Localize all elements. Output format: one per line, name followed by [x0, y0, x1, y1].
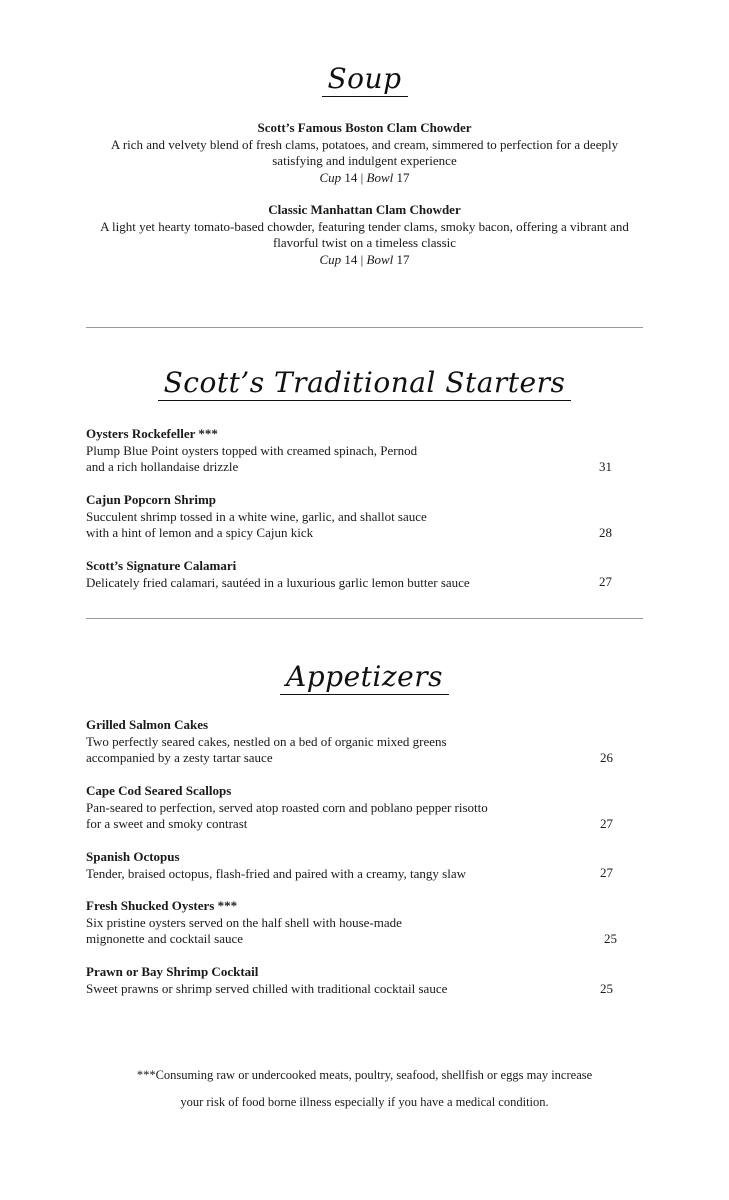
menu-item-spanish-octopus [86, 849, 626, 882]
soup-item-manhattan-chowder [100, 202, 629, 268]
item-name: Cajun Popcorn Shrimp [86, 492, 217, 507]
section-divider [86, 618, 643, 619]
item-price: 25 [604, 931, 617, 946]
appetizers-section-title: Appetizers [0, 660, 729, 695]
footnote-line: your risk of food borne illness especially if you have a medical condition. [180, 1095, 549, 1109]
menu-item-oysters-rockefeller [86, 426, 626, 476]
item-description: A light yet hearty tomato-based chowder, featuring tender clams, smoky bacon, offering a vibrant and flavorful twist on a timeless classic [100, 218, 629, 250]
menu-item-fresh-shucked-oysters [86, 898, 626, 948]
footnote-line: ***Consuming raw or undercooked meats, poultry, seafood, shellfish or eggs may increase [136, 1068, 593, 1082]
item-price: Cup 14 | Bowl 17 [319, 251, 410, 267]
starters-section-title: Scott’s Traditional Starters [0, 366, 729, 401]
item-name: Spanish Octopus [86, 849, 180, 864]
item-name: Prawn or Bay Shrimp Cocktail [86, 964, 259, 979]
section-divider [86, 327, 643, 328]
item-name: Oysters Rockefeller *** [86, 426, 218, 441]
health-advisory-footnote [0, 1062, 729, 1116]
item-description: Six pristine oysters served on the half shell with house-made mignonette and cocktail sauce [86, 914, 402, 946]
menu-item-prawn-shrimp-cocktail [86, 964, 626, 997]
item-name: Classic Manhattan Clam Chowder [268, 202, 461, 217]
item-description: Plump Blue Point oysters topped with creamed spinach, Pernod and a rich hollandaise drizzle [86, 442, 418, 474]
item-name: Scott’s Signature Calamari [86, 558, 237, 573]
menu-item-signature-calamari [86, 558, 626, 591]
item-price: 31 [599, 459, 612, 474]
menu-item-cajun-popcorn-shrimp [86, 492, 626, 542]
item-description: Pan-seared to perfection, served atop roasted corn and poblano pepper risotto for a sweet and smoky contrast [86, 799, 488, 831]
soup-item-boston-chowder [100, 120, 629, 186]
item-price: 27 [600, 816, 613, 831]
item-name: Cape Cod Seared Scallops [86, 783, 232, 798]
item-price: Cup 14 | Bowl 17 [319, 169, 410, 185]
item-description: Delicately fried calamari, sautéed in a luxurious garlic lemon butter sauce [86, 574, 470, 590]
item-description: Succulent shrimp tossed in a white wine, garlic, and shallot sauce with a hint of lemon and a spicy Cajun kick [86, 508, 427, 540]
menu-item-grilled-salmon-cakes [86, 717, 626, 767]
item-description: Sweet prawns or shrimp served chilled with traditional cocktail sauce [86, 980, 448, 996]
item-name: Scott’s Famous Boston Clam Chowder [257, 120, 472, 135]
item-name: Grilled Salmon Cakes [86, 717, 209, 732]
item-description: Tender, braised octopus, flash-fried and paired with a creamy, tangy slaw [86, 865, 467, 881]
item-description: A rich and velvety blend of fresh clams, potatoes, and cream, simmered to perfection for a deeply satisfying and indulgent experience [110, 136, 619, 168]
item-description: Two perfectly seared cakes, nestled on a bed of organic mixed greens accompanied by a zesty tartar sauce [86, 733, 447, 765]
item-price: 27 [599, 574, 612, 589]
item-price: 27 [600, 865, 613, 880]
item-price: 26 [600, 750, 613, 765]
menu-item-cape-cod-seared-scallops [86, 783, 626, 833]
item-price: 28 [599, 525, 612, 540]
item-price: 25 [600, 981, 613, 996]
soup-section-title: Soup [0, 62, 729, 97]
item-name: Fresh Shucked Oysters *** [86, 898, 238, 913]
